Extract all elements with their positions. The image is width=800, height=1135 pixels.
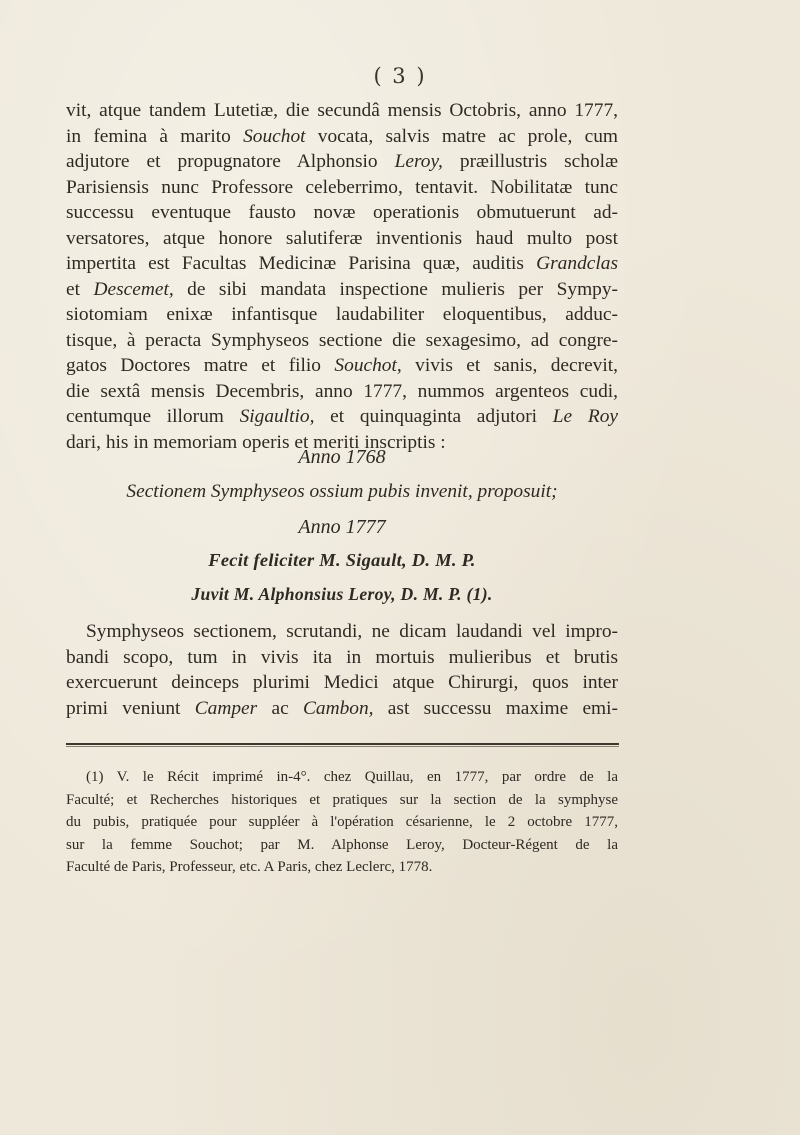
italic-name: Leroy, xyxy=(394,151,443,172)
footnote-line: Faculté; et Recherches historiques et pratiques sur la section de la symphyse xyxy=(66,791,618,808)
text-run: ast successu maxime emi- xyxy=(373,697,618,719)
paragraph-line xyxy=(66,353,618,379)
text-run: vocata, salvis matre ac prole, cum xyxy=(305,125,618,147)
text-run: tisque, à peracta Symphyseos sectione die sexagesimo, ad congre- xyxy=(66,329,618,351)
footnote-line: Faculté de Paris, Professeur, etc. A Paris, chez Leclerc, 1778. xyxy=(66,859,433,876)
text-run: die sextâ mensis Decembris, anno 1777, nummos argenteos cudi, xyxy=(66,380,618,402)
text-run: centumque illorum xyxy=(66,406,240,427)
text-run: successu eventuque fausto novæ operationis obmutuerunt ad- xyxy=(66,202,618,223)
paragraph-line xyxy=(66,175,618,201)
text-run: Symphyseos sectionem, scrutandi, ne dicam laudandi vel impro- xyxy=(86,621,618,642)
text-run: Parisiensis nunc Professore celeberrimo, tentavit. Nobilitatæ tunc xyxy=(66,176,618,198)
text-run: bandi scopo, tum in vivis ita in mortuis mulieribus et brutis xyxy=(66,646,618,668)
main-paragraph xyxy=(66,98,618,455)
text-run: gatos Doctores matre et filio xyxy=(66,355,335,376)
inscription-sigault-line: Fecit feliciter M. Sigault, D. M. P. xyxy=(208,550,476,570)
text-run: præillustris scholæ xyxy=(442,151,618,172)
paragraph-line xyxy=(66,379,618,405)
text-run: et quinquaginta adjutori xyxy=(314,406,553,427)
inscription-invention-line: Sectionem Symphyseos ossium pubis invenit, proposuit; xyxy=(126,481,558,502)
paragraph2-line xyxy=(66,619,618,645)
paragraph2-line xyxy=(66,696,618,722)
inscription-year-1768: Anno 1768 xyxy=(298,446,386,468)
footnote-line: sur la femme Souchot; par M. Alphonse Leroy, Docteur-Régent de la xyxy=(66,836,618,853)
paragraph-line xyxy=(66,328,618,354)
paragraph-line xyxy=(66,149,618,175)
inscription-year-1777: Anno 1777 xyxy=(298,516,386,538)
text-run: ac xyxy=(257,697,303,719)
italic-name: Descemet, xyxy=(93,278,174,300)
text-run: adjutore et propugnatore Alphonsio xyxy=(66,151,395,172)
text-run: vivis et sanis, decrevit, xyxy=(401,355,619,376)
italic-name: Souchot, xyxy=(334,355,402,376)
text-run: vit, atque tandem Lutetiæ, die secundâ mensis Octobris, anno 1777, xyxy=(66,100,618,121)
italic-name: Grandclas xyxy=(536,253,618,274)
paragraph-line xyxy=(66,124,618,150)
paragraph2-line xyxy=(66,645,618,671)
text-run: impertita est Facultas Medicinæ Parisina quæ, auditis xyxy=(66,253,537,274)
page-number: ( 3 ) xyxy=(373,64,427,88)
italic-name: Le Roy xyxy=(552,406,618,427)
footnote-line: (1) V. le Récit imprimé in-4°. chez Quillau, en 1777, par ordre de la xyxy=(86,769,618,785)
paragraph-line xyxy=(66,98,618,124)
text-run: de sibi mandata inspectione mulieris per Sympy- xyxy=(173,278,618,300)
italic-name: Cambon, xyxy=(302,697,374,719)
text-run: dari, his in memoriam operis et meriti inscriptis : xyxy=(66,431,446,453)
text-run: primi veniunt xyxy=(66,697,195,719)
text-run: siotomiam enixæ infantisque laudabiliter eloquentibus, adduc- xyxy=(66,304,618,325)
text-run: versatores, atque honore salutiferæ inventionis haud multo post xyxy=(66,227,618,249)
italic-name: Camper xyxy=(194,697,258,719)
paragraph-line xyxy=(66,251,618,277)
paragraph-line xyxy=(66,277,618,303)
paragraph-line xyxy=(66,200,618,226)
footnote-separator-rule xyxy=(66,743,619,745)
paragraph-line xyxy=(66,302,618,328)
text-run: et xyxy=(66,278,94,300)
second-paragraph xyxy=(66,619,618,721)
paragraph-line xyxy=(66,226,618,252)
text-run: exercuerunt deinceps plurimi Medici atque Chirurgi, quos inter xyxy=(66,672,618,693)
paragraph-line xyxy=(66,404,618,430)
text-run: in femina à marito xyxy=(66,125,244,147)
italic-name: Souchot xyxy=(243,125,306,147)
footnote-separator-rule-thin xyxy=(66,746,619,747)
footnote-line: du pubis, pratiquée pour suppléer à l'opération césarienne, le 2 octobre 1777, xyxy=(66,814,618,831)
paragraph2-line xyxy=(66,670,618,696)
inscription-leroy-line: Juvit M. Alphonsius Leroy, D. M. P. (1). xyxy=(191,584,493,604)
footnote xyxy=(66,766,618,879)
italic-name: Sigaultio, xyxy=(239,406,315,427)
